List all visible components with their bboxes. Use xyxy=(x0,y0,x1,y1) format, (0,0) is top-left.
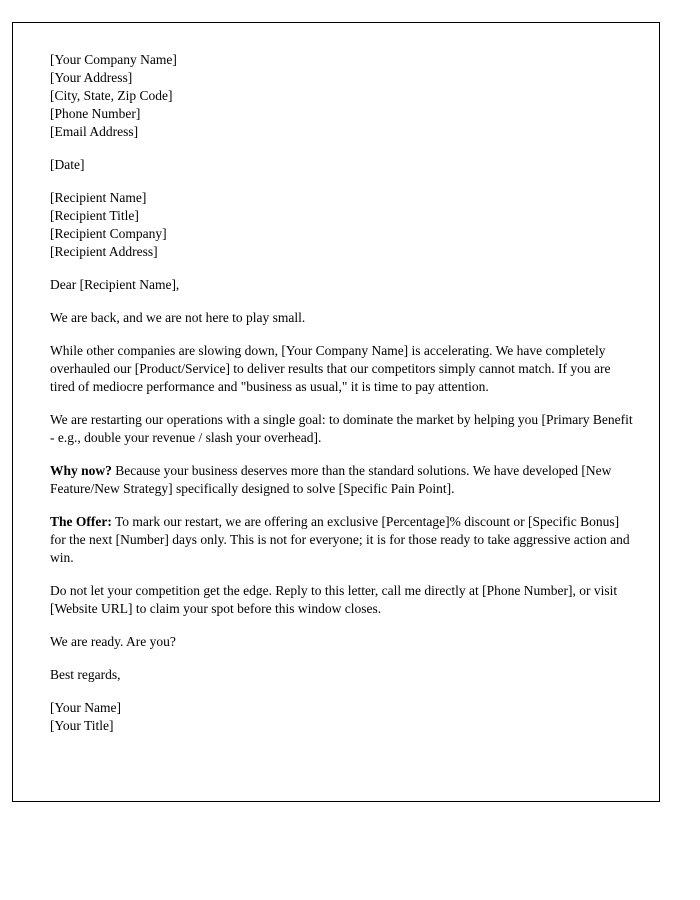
body-paragraph-2 xyxy=(50,342,633,396)
paragraph-lead-bold: Why now? xyxy=(50,463,112,478)
sender-email: [Email Address] xyxy=(50,124,139,139)
salutation: Dear [Recipient Name], xyxy=(50,277,180,292)
paragraph-text: Do not let your competition get the edge. Reply to this letter, call me directly at [Phone Number], or visit [Website URL] to claim your spot before this window closes. xyxy=(50,583,618,616)
signature-name: [Your Name] xyxy=(50,700,121,715)
paragraph-text: We are back, and we are not here to play small. xyxy=(50,310,306,325)
sender-city-state-zip: [City, State, Zip Code] xyxy=(50,88,173,103)
paragraph-text: While other companies are slowing down, [Your Company Name] is accelerating. We have completely overhauled our [Product/Service] to deliver results that our competitors simply cannot match. If you are tired of mediocre performance and "business as usual," it is time to pay attention. xyxy=(50,343,611,394)
letter-content xyxy=(13,23,659,735)
paragraph-lead-bold: The Offer: xyxy=(50,514,112,529)
recipient-address: [Recipient Address] xyxy=(50,244,158,259)
paragraph-text: Because your business deserves more than the standard solutions. We have developed [New Feature/New Strategy] specifically designed to solve [Specific Pain Point]. xyxy=(50,463,612,496)
paragraph-text: We are restarting our operations with a single goal: to dominate the market by helping you [Primary Benefit - e.g., double your revenue / slash your overhead]. xyxy=(50,412,633,445)
sender-address: [Your Address] xyxy=(50,70,133,85)
paragraph-text: We are ready. Are you? xyxy=(50,634,176,649)
signature-block xyxy=(50,699,633,735)
letter-container xyxy=(12,22,660,802)
date-line: [Date] xyxy=(50,157,85,172)
body-paragraph-1 xyxy=(50,309,633,327)
body-paragraph-6 xyxy=(50,582,633,618)
body-paragraph-4 xyxy=(50,462,633,498)
body-paragraph-3 xyxy=(50,411,633,447)
signature-title: [Your Title] xyxy=(50,718,114,733)
body-paragraph-7 xyxy=(50,633,633,651)
body-paragraph-5 xyxy=(50,513,633,567)
sender-company: [Your Company Name] xyxy=(50,52,177,67)
closing: Best regards, xyxy=(50,667,121,682)
sender-block xyxy=(50,51,633,141)
sender-phone: [Phone Number] xyxy=(50,106,141,121)
recipient-title: [Recipient Title] xyxy=(50,208,139,223)
recipient-name: [Recipient Name] xyxy=(50,190,147,205)
paragraph-text: To mark our restart, we are offering an exclusive [Percentage]% discount or [Specific Bonus] for the next [Number] days only. This is not for everyone; it is for those ready to take aggressive action and win. xyxy=(50,514,630,565)
date-block xyxy=(50,156,633,174)
recipient-block xyxy=(50,189,633,261)
recipient-company: [Recipient Company] xyxy=(50,226,167,241)
